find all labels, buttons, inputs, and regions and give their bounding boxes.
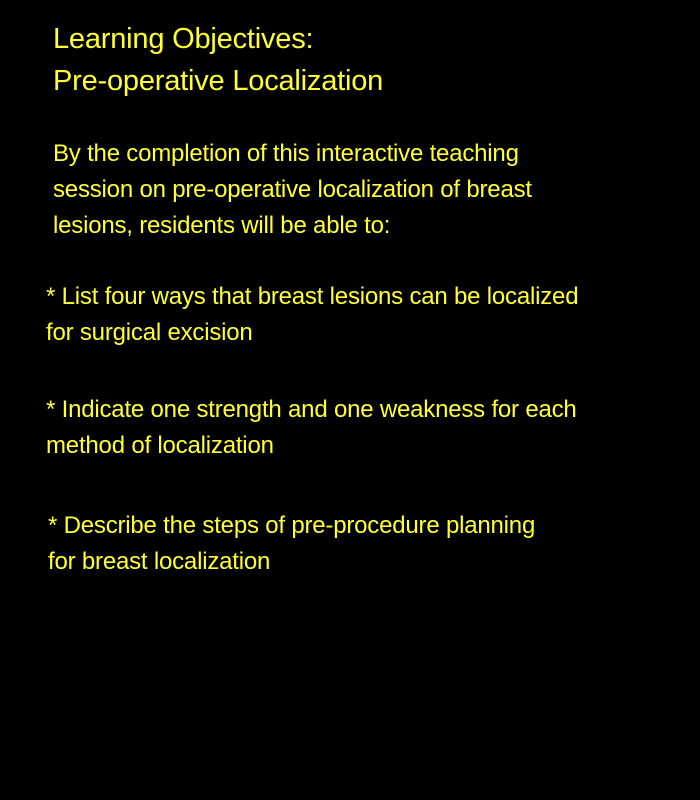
title-line-2: Pre-operative Localization [53, 65, 384, 97]
slide-title [53, 18, 673, 102]
intro-line-1: By the completion of this interactive teaching [53, 140, 519, 167]
intro-line-3: lesions, residents will be able to: [53, 212, 391, 239]
objective-2-line-2: method of localization [46, 432, 274, 459]
intro-line-2: session on pre-operative localization of breast [53, 176, 532, 203]
objective-item-3 [48, 508, 698, 580]
objective-3-line-1: * Describe the steps of pre-procedure planning [48, 512, 536, 539]
objective-3-line-2: for breast localization [48, 548, 271, 575]
objective-item-1 [46, 279, 696, 351]
objective-item-2 [46, 392, 696, 464]
intro-paragraph [53, 136, 673, 244]
title-line-1: Learning Objectives: [53, 23, 314, 55]
objective-2-line-1: * Indicate one strength and one weakness for each [46, 396, 577, 423]
objective-1-line-2: for surgical excision [46, 319, 253, 346]
objective-1-line-1: * List four ways that breast lesions can be localized [46, 283, 579, 310]
